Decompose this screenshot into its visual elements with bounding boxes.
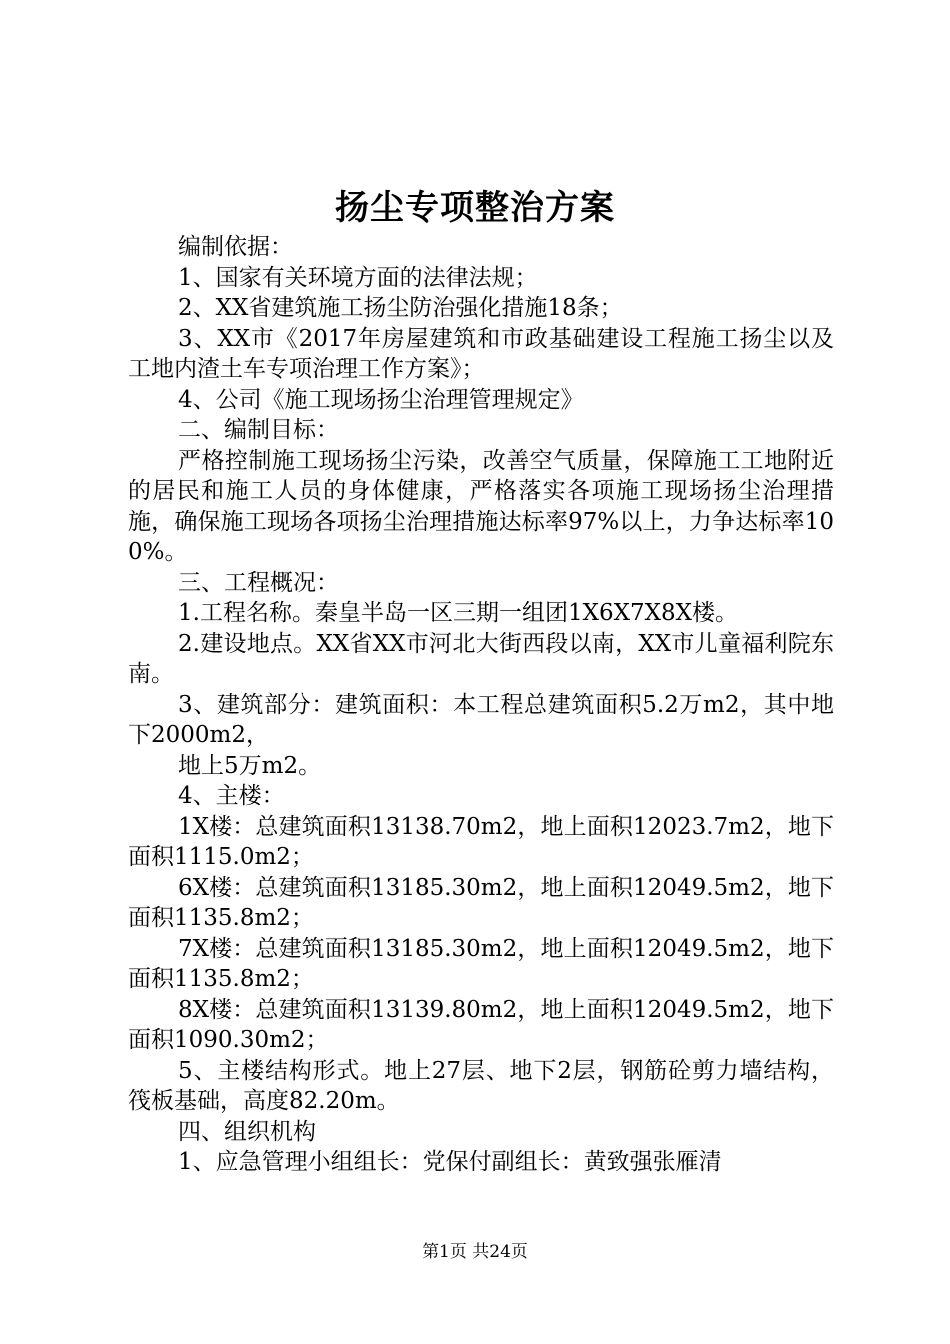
- paragraph-building-8x: 8X楼：总建筑面积13139.80m2，地上面积12049.5m2，地下面积1090.30m2；: [128, 996, 834, 1053]
- document-title: 扬尘专项整治方案: [335, 188, 615, 228]
- paragraph-basis-1: 1、国家有关环境方面的法律法规；: [178, 264, 538, 291]
- paragraph-basis-4: 4、公司《施工现场扬尘治理管理规定》: [178, 386, 584, 413]
- paragraph-goal-heading: 二、编制目标：: [178, 417, 339, 443]
- paragraph-overview-heading: 三、工程概况：: [178, 569, 339, 596]
- paragraph-structure-form: 5、主楼结构形式。地上27层、地下2层，钢筋砼剪力墙结构，筏板基础，高度82.20m。: [128, 1057, 834, 1114]
- paragraph-above-ground-area: 地上5万m2。: [178, 752, 322, 779]
- paragraph-building-area: 3、建筑部分：建筑面积：本工程总建筑面积5.2万m2，其中地下2000m2，: [128, 691, 834, 748]
- paragraph-building-6x: 6X楼：总建筑面积13185.30m2，地上面积12049.5m2，地下面积1135.8m2；: [128, 874, 834, 931]
- paragraph-project-name: 1.工程名称。秦皇半岛一区三期一组团1X6X7X8X楼。: [178, 600, 738, 626]
- paragraph-emergency-team: 1、应急管理小组组长：党保付副组长：黄致强张雁清: [178, 1149, 722, 1175]
- paragraph-goal-body: 严格控制施工现场扬尘污染，改善空气质量，保障施工工地附近的居民和施工人员的身体健康，严格落实各项施工现场扬尘治理措施，确保施工现场各项扬尘治理措施达标率97%以上，力争达标率100%。: [128, 447, 834, 565]
- paragraph-main-building-heading: 4、主楼：: [178, 783, 285, 809]
- paragraph-basis-2: 2、XX省建筑施工扬尘防治强化措施18条；: [178, 295, 623, 321]
- paragraph-building-1x: 1X楼：总建筑面积13138.70m2，地上面积12023.7m2，地下面积1115.0m2；: [128, 813, 834, 870]
- paragraph-project-location: 2.建设地点。XX省XX市河北大街西段以南，XX市儿童福利院东南。: [128, 630, 834, 687]
- paragraph-basis-heading: 编制依据：: [178, 234, 293, 260]
- page-footer: 第1页 共24页: [422, 1242, 528, 1262]
- document-body: [128, 232, 834, 1178]
- paragraph-organization-heading: 四、组织机构: [178, 1118, 316, 1145]
- paragraph-building-7x: 7X楼：总建筑面积13185.30m2，地上面积12049.5m2，地下面积1135.8m2；: [128, 935, 834, 992]
- paragraph-basis-3: 3、XX市《2017年房屋建筑和市政基础建设工程施工扬尘以及工地内渣土车专项治理工作方案》；: [128, 325, 834, 382]
